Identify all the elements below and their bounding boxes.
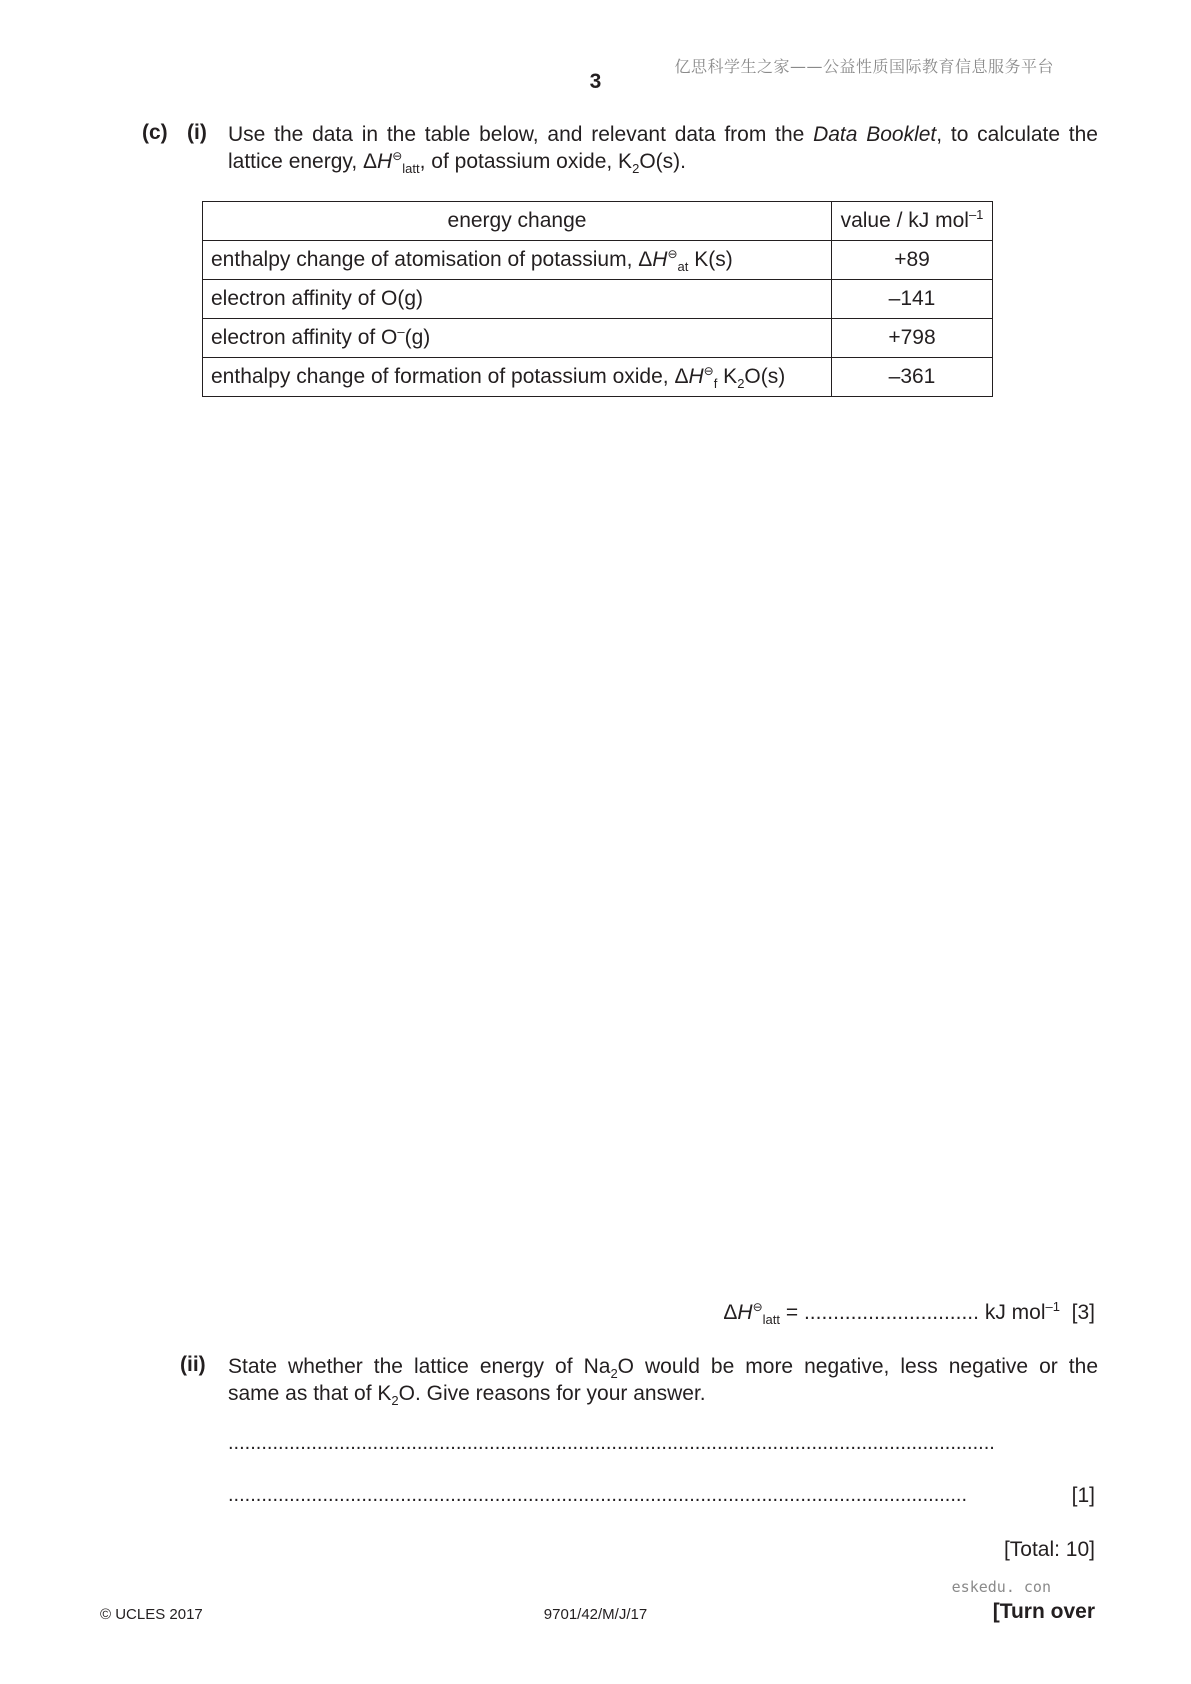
symbol-delta: Δ — [674, 365, 689, 388]
answer-line-1[interactable]: .......................................................................................................................................... — [228, 1432, 995, 1454]
turn-over-label: [Turn over — [992, 1600, 1095, 1623]
instruction-text: , to calculate the — [936, 123, 1098, 146]
symbol-h: H — [652, 248, 668, 271]
row-label-text: K(s) — [688, 248, 733, 271]
sub-part-label-ii: (ii) — [180, 1353, 206, 1376]
header-energy-change: energy change — [203, 202, 832, 241]
header-value — [832, 202, 993, 241]
question-instruction — [228, 121, 1098, 175]
table-row — [203, 241, 993, 280]
watermark-text: 亿思科学生之家——公益性质国际教育信息服务平台 — [674, 57, 1054, 76]
superscript-minus-one: –1 — [968, 207, 984, 222]
table-cell-label — [203, 241, 832, 280]
standard-state-icon: ⊖ — [392, 149, 403, 163]
question-text: O would be more negative, less negative or the — [617, 1355, 1099, 1378]
energy-data-table — [202, 201, 993, 397]
table-cell-value: +89 — [832, 241, 993, 280]
sub-part-label-i: (i) — [187, 121, 207, 144]
mark-allocation: [1] — [1071, 1484, 1095, 1507]
standard-state-icon: ⊖ — [703, 364, 714, 378]
table-cell-value: –141 — [832, 280, 993, 319]
table-header-row — [203, 202, 993, 241]
row-label-text: O(s) — [744, 365, 786, 388]
table-cell-value: –361 — [832, 358, 993, 397]
symbol-h: H — [688, 365, 704, 388]
question-text: State whether the lattice energy of Na — [228, 1355, 611, 1378]
row-label-text: enthalpy change of formation of potassium oxide, — [211, 365, 675, 388]
superscript-minus: – — [397, 324, 405, 339]
symbol-h: H — [377, 150, 393, 173]
subscript-latt: latt — [402, 161, 420, 177]
subscript-f: f — [713, 376, 718, 392]
site-watermark: eskedu. con — [951, 1578, 1051, 1596]
table-cell-label: electron affinity of O(g) — [203, 280, 832, 319]
table-row — [203, 358, 993, 397]
symbol-delta: Δ — [723, 1301, 738, 1324]
table-cell-value: +798 — [832, 319, 993, 358]
table-row — [203, 280, 993, 319]
symbol-h: H — [737, 1301, 753, 1324]
page-number: 3 — [589, 70, 602, 93]
row-label-text: K — [717, 365, 738, 388]
question-text: same as that of K — [228, 1382, 392, 1405]
part-label: (c) — [142, 121, 168, 144]
question-ii-text — [228, 1353, 1098, 1407]
mark-allocation — [1060, 1301, 1095, 1324]
mark-text: [3] — [1071, 1301, 1095, 1324]
answer-blank[interactable]: .............................. — [803, 1301, 979, 1324]
instruction-text: lattice energy, — [228, 150, 364, 173]
header-value-label: value / kJ mol — [840, 209, 969, 232]
subscript-two: 2 — [391, 1393, 399, 1409]
table-cell-label — [203, 319, 832, 358]
paper-code: 9701/42/M/J/17 — [543, 1606, 648, 1623]
symbol-delta: Δ — [638, 248, 653, 271]
subscript-two: 2 — [610, 1366, 618, 1382]
symbol-delta: Δ — [363, 150, 378, 173]
copyright-footer: © UCLES 2017 — [100, 1606, 203, 1623]
table-cell-label — [203, 358, 832, 397]
instruction-text: , of potassium oxide, K — [419, 150, 633, 173]
row-label-text: enthalpy change of atomisation of potassium, — [211, 248, 639, 271]
question-text: O. Give reasons for your answer. — [398, 1382, 706, 1405]
equals-sign: = — [780, 1301, 804, 1324]
subscript-two: 2 — [632, 161, 640, 177]
lattice-energy-answer-line — [723, 1299, 1095, 1328]
answer-line-2[interactable]: ..................................................................................................................................... — [228, 1484, 968, 1506]
table-row — [203, 319, 993, 358]
row-label-text: electron affinity of O — [211, 326, 398, 349]
data-booklet-reference: Data Booklet — [813, 123, 937, 146]
subscript-two: 2 — [737, 376, 745, 392]
superscript-minus-one: –1 — [1045, 1299, 1060, 1314]
total-marks: [Total: 10] — [1003, 1538, 1095, 1561]
standard-state-icon: ⊖ — [667, 247, 678, 261]
subscript-latt: latt — [762, 1312, 780, 1328]
row-label-text: (g) — [404, 326, 431, 349]
answer-unit: kJ mol — [978, 1301, 1046, 1324]
instruction-text: Use the data in the table below, and relevant data from the — [228, 123, 814, 146]
subscript-at: at — [677, 259, 689, 275]
standard-state-icon: ⊖ — [752, 1300, 763, 1314]
instruction-text: O(s). — [639, 150, 686, 173]
